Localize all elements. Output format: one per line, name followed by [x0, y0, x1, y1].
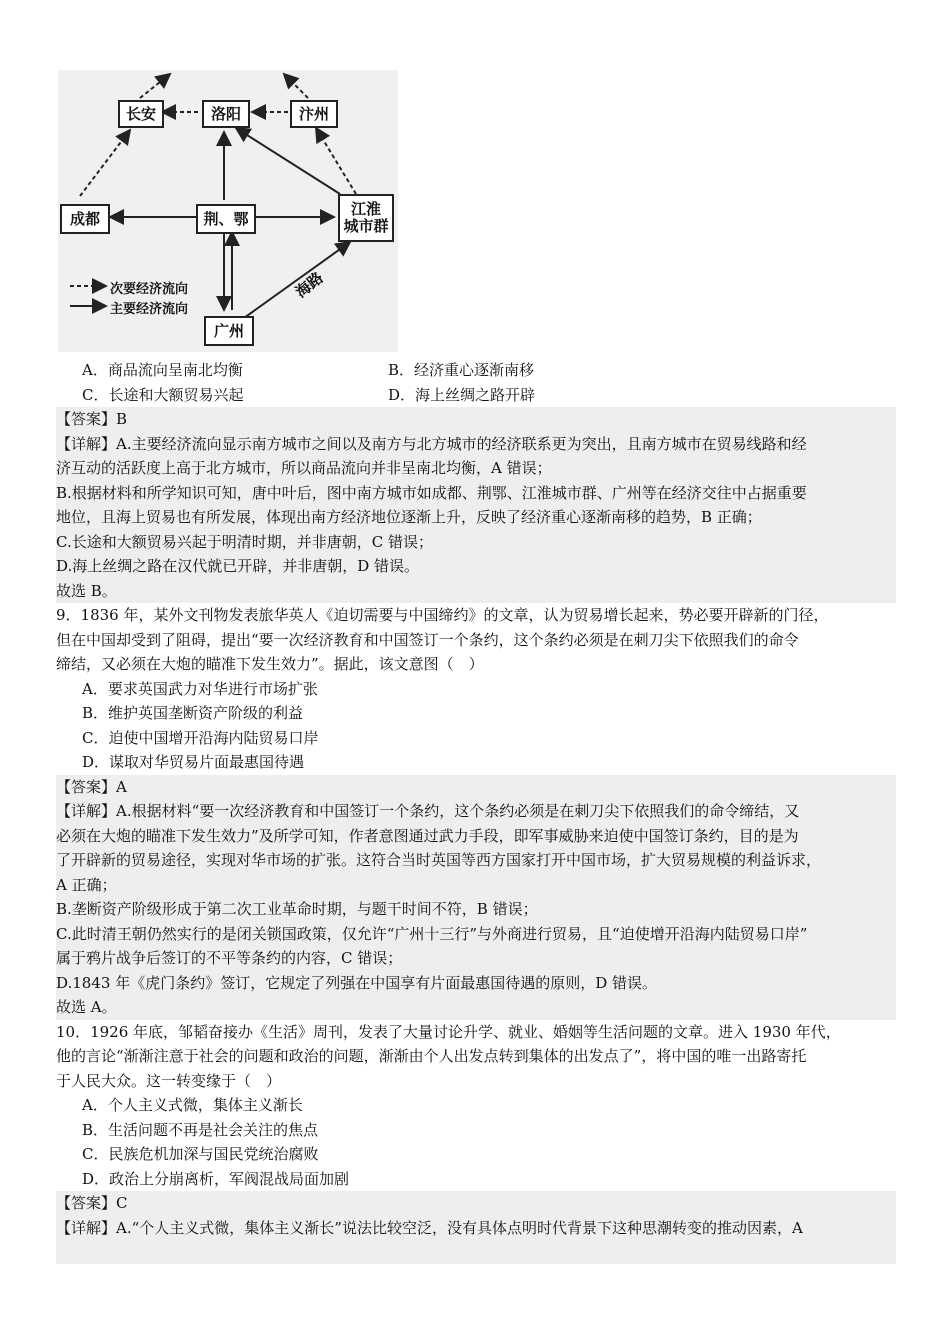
legend-primary-label: 主要经济流向 — [110, 302, 189, 317]
q8-explanation-line: 济互动的活跃度上高于北方城市，所以商品流向并非呈南北均衡，A 错误； — [56, 459, 552, 477]
q8-explanation-line: D.海上丝绸之路在汉代就已开辟，并非唐朝，D 错误。 — [56, 557, 420, 575]
q9-explanation-line: 故选 A。 — [56, 998, 117, 1016]
arrow-bianzhou-up — [284, 74, 308, 98]
q9-stem-line: 缔结，又必须在大炮的瞄准下发生效力”。据此，该文意图（ ） — [56, 655, 484, 673]
q8-option-b: B．经济重心逐渐南移 — [388, 361, 535, 379]
q9-answer-block — [56, 775, 896, 1020]
city-changan: 长安 — [118, 100, 164, 128]
city-jianghuai — [338, 194, 394, 242]
document-body — [56, 358, 896, 1264]
city-luoyang: 洛阳 — [202, 100, 250, 128]
arrow-jianghuai-bianzhou — [316, 128, 356, 194]
q9-explanation-line: C.此时清王朝仍然实行的是闭关锁国政策，仅允许“广州十三行”与外商进行贸易，且“迫使增开沿海内陆贸易口岸” — [56, 924, 808, 943]
q10-explanation-line: 【详解】A.“个人主义式微，集体主义渐长”说法比较空泛，没有具体点明时代背景下这种思潮转变的推动因素，A — [56, 1218, 803, 1237]
q9-explanation-line: D.1843 年《虎门条约》签订，它规定了列强在中国享有片面最惠国待遇的原则，D 错误。 — [56, 973, 657, 992]
q10-option-d: D．政治上分崩离析，军阀混战局面加剧 — [82, 1169, 350, 1188]
q8-options-row1 — [56, 358, 896, 383]
q8-options-row2 — [56, 383, 896, 408]
q10-answer: 【答案】C — [56, 1194, 128, 1212]
q8-answer: 【答案】B — [56, 410, 128, 428]
q10-stem-line: 10．1926 年底，邹韬奋接办《生活》周刊，发表了大量讨论升学、就业、婚姻等生活问题的文章。进入 1930 年代， — [56, 1022, 841, 1041]
q9-explanation-line: 属于鸦片战争后签订的不平等条约的内容，C 错误； — [56, 949, 403, 967]
q9-option-c: C．迫使中国增开沿海内陆贸易口岸 — [82, 728, 319, 747]
q9-explanation-line: 了开辟新的贸易途径，实现对华市场的扩张。这符合当时英国等西方国家打开中国市场，扩大贸易规模的利益诉求， — [56, 851, 822, 869]
arrow-chengdu-changan — [80, 130, 130, 196]
city-jianghuai-line1: 江淮 — [350, 200, 381, 218]
city-bianzhou: 汴州 — [290, 100, 338, 128]
arrow-changan-up — [140, 74, 170, 98]
q9-stem-line: 但在中国却受到了阻碍，提出“要一次经济教育和中国签订一个条约，这个条约必须是在刺刀尖下依照我们的命令 — [56, 630, 799, 649]
q10-option-a: A．个人主义式微，集体主义渐长 — [82, 1096, 303, 1114]
q8-explanation-line: C.长途和大额贸易兴起于明清时期，并非唐朝，C 错误； — [56, 532, 433, 551]
city-jinge: 荆、鄂 — [196, 204, 256, 234]
city-guangzhou: 广州 — [204, 316, 254, 346]
q8-explanation-line: 【详解】A.主要经济流向显示南方城市之间以及南方与北方城市的经济联系更为突出，且南方城市在贸易线路和经 — [56, 434, 807, 453]
q8-explanation-line: B.根据材料和所学知识可知，唐中叶后，图中南方城市如成都、荆鄂、江淮城市群、广州等在经济交往中占据重要 — [56, 483, 807, 502]
q9-options — [56, 677, 896, 775]
q8-answer-block — [56, 407, 896, 603]
q8-explanation-line: 故选 B。 — [56, 581, 117, 600]
arrow-jianghuai-luoyang — [236, 128, 340, 194]
q10-stem-line: 于人民大众。这一转变缘于（ ） — [56, 1071, 282, 1090]
q9-stem — [56, 603, 896, 677]
q10-stem-line: 他的言论“渐渐注意于社会的问题和政治的问题，渐渐由个人出发点转到集体的出发点了”，将中国的唯一出路寄托 — [56, 1047, 807, 1065]
q8-option-c: C．长途和大额贸易兴起 — [82, 385, 244, 404]
q9-option-b: B．维护英国垄断资产阶级的利益 — [82, 704, 304, 722]
q9-answer: 【答案】A — [56, 777, 127, 796]
q9-explanation-line: 【详解】A.根据材料“要一次经济教育和中国签订一个条约，这个条约必须是在刺刀尖下依照我们的命令缔结，又 — [56, 802, 800, 820]
sea-route-label: 海路 — [291, 268, 327, 302]
q8-option-d: D．海上丝绸之路开辟 — [388, 385, 536, 404]
q10-option-c: C．民族危机加深与国民党统治腐败 — [82, 1145, 319, 1163]
q9-option-d: D．谋取对华贸易片面最惠国待遇 — [82, 753, 305, 771]
q9-explanation-line: 必须在大炮的瞄准下发生效力”及所学可知，作者意图通过武力手段，即军事威胁来迫使中国签订条约，目的是为 — [56, 826, 799, 845]
q10-stem — [56, 1020, 896, 1094]
q10-option-b: B．生活问题不再是社会关注的焦点 — [82, 1120, 319, 1139]
q8-option-a: A．商品流向呈南北均衡 — [82, 361, 243, 379]
economic-flow-diagram — [58, 70, 398, 352]
legend-secondary-label: 次要经济流向 — [110, 282, 189, 297]
q10-answer-block — [56, 1191, 896, 1264]
city-chengdu: 成都 — [60, 204, 110, 234]
q8-explanation-line: 地位，且海上贸易也有所发展，体现出南方经济地位逐渐上升，反映了经济重心逐渐南移的趋势，B 正确； — [56, 508, 762, 526]
q9-explanation-line: A 正确； — [56, 875, 117, 894]
q9-stem-line: 9．1836 年，某外文刊物发表旅华英人《迫切需要与中国缔约》的文章，认为贸易增长起来，势必要开辟新的门径， — [56, 606, 829, 624]
q9-option-a: A．要求英国武力对华进行市场扩张 — [82, 679, 318, 698]
city-jianghuai-line2: 城市群 — [343, 217, 389, 235]
q10-options — [56, 1093, 896, 1191]
q9-explanation-line: B.垄断资产阶级形成于第二次工业革命时期，与题干时间不符，B 错误； — [56, 900, 538, 918]
